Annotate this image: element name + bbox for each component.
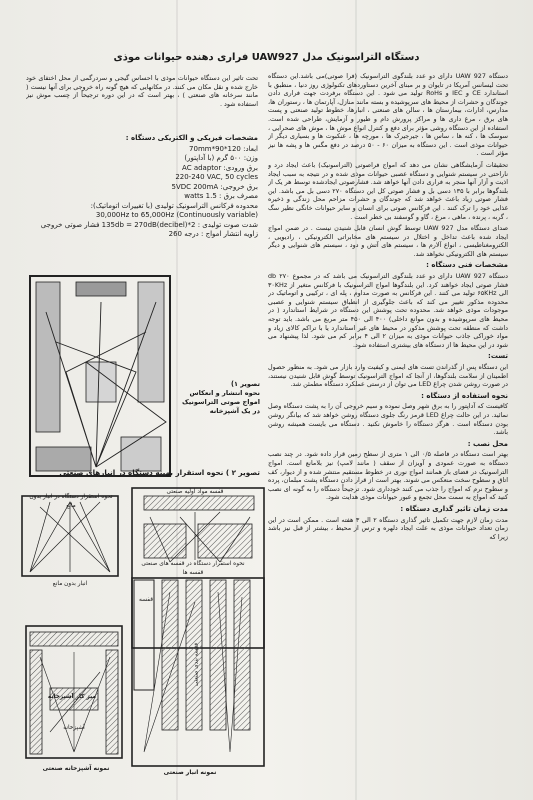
left-intro-text — [26, 74, 258, 134]
paragraph: کافیست که آداپتور را به برق شهر وصل نموده و سیم خروجی آن را به پشت دستگاه وصل نمائید. در این حالت چراغ LED قرمز رنگ جلوی دستگاه روشن خواهد شد که بیانگر روشن بودن دستگاه است . هرگز دستگاه را خاموش نکنید . دستگاه می بایست همیشه روشن باشد. — [268, 402, 508, 437]
specs-block — [26, 132, 258, 272]
kitchen-diagram — [26, 272, 176, 482]
label-kitchen: آشپزخانه — [63, 725, 85, 731]
spec-line: 30,000Hz to 65,000Hz (Continuously variable) — [95, 211, 258, 220]
label-install-shelves: نحوه استقرار دستگاه در قفسه های صنعتی قفسه ها — [141, 561, 245, 576]
section-heading: محل نصب : — [467, 439, 508, 448]
paragraph: تحقیقات آزمایشگاهی نشان می دهد که امواج فراصوتی (التراسونیک) باعث ایجاد درد و ناراحتی در سیستم شنوایی و دستگاه عصبی حیوانات موذی شده و در نتیجه به سبب ایجاد اذیت و آزار آنها منجر به فراری دادن آنها خواهد شد. فشارصوتی ایجادشده توسط هر یک از بلندگوها برابر با ۱۳۵ دسی بل و فشار صوتی کل این دستگاه ۲۷۰ دسی بل می باشد. این فشار صوتی زیاد باعث خواهد شد که جوندگان و حشرات مزاحم محل زندگی و ذخیره غذایی خود را ترک کنند . این فرکانس صوتی برای انسان و سایر حیوانات خانگی نظیر سگ ، گربه ، پرنده ، ماهی ، مرغ ، گاو و گوسفند بی خطر است . — [268, 160, 508, 221]
spec-line: زاویه انتشار امواج : درجه 260 — [168, 230, 258, 239]
right-text-column — [268, 72, 508, 794]
label-warehouse-no-obstacle: انبار بدون مانع — [52, 581, 88, 587]
label-industrial-shelf: قفسه بندی صنعتی — [193, 642, 200, 687]
spec-line: برق ورودی: AC adaptor — [182, 163, 258, 172]
spec-line: وزن: ۵۰۰ گرم (با آداپتور) — [184, 154, 258, 163]
label-raw-shelf: قفسه مواد اولیه صنعتی — [166, 489, 224, 495]
paragraph: بهتر است دستگاه در فاصله ۰/۵ الی ۱ متری از سطح زمین قرار داده شود. در چند نصب دستگاه به صورت عمودی و آویزان از سقف ( مانند لامپ) نیز بلامانع است. امواج التراسونیک در فضای باز همانند امواج نوری در خطوط مستقیم منتشر شده و از دیوار، کف اتاق و سطوح سخت منعکس می شوند. بهتر است از قرار دادن دستگاه پشت مبلمان، پرده و سطوح نرم که امواج را جذب می کنند خودداری شود. ترجیحاً دستگاه را به گونه ای نصب کنید که امواج به سمت محل تجمع و عبور حیوانات موذی هدایت شود. — [268, 450, 508, 502]
paragraph: این دستگاه پس از گذراندن تست های ایمنی و کیفیت وارد بازار می شود. به منظور حصول اطمینان از سلامت بلندگوها، از آنجا که امواج التراسونیک توسط گوش قابل شنیدن نیستند، در صورت روشن شدن چراغ LED می توان از درستی عملکرد دستگاه مطمئن شد. — [268, 363, 508, 389]
figure1-caption: تصویر ۱) نحوه انتشار و انعکاس امواج صوتی التراسونیک در یک آشپزخانه — [181, 380, 260, 415]
spec-line: مصرف برق : 1.5 watts — [184, 192, 258, 201]
spec-line: محدوده فرکانس التراسونیک تولیدی (با تغییرات اتوماتیک): — [90, 201, 258, 210]
spec-line: 220-240 VAC, 50 cycles — [175, 173, 258, 182]
figure2-caption: تصویر ۲ ) نحوه استقرار بهینه دستگاه در انبارهای صنعتی — [59, 468, 260, 477]
paragraph: تحت تاثیر این دستگاه حیوانات موذی با احساس گیجی و سردرگمی از محل اختفای خود خارج شده و نقل مکان می کنند. در مکانهایی که هیچ گونه راه خروجی برای آنها نیست ( مانند سرخانه های صنعتی ) ، بهتر است که در این دوره ترجیحاً از چسب موش نیز استفاده شود . — [26, 74, 258, 108]
label-industrial-kitchen: نمونه آشپزخانه صنعتی — [42, 765, 110, 772]
paragraph: دستگاه UAW 927 دارای دو عدد بلندگوی التراسونیک می باشد که در مجموع ۲۷۰ db فشار صوتی ایجاد خواهند کرد. این بلندگوها امواج التراسونیک با فرکانس متغیر از ۳۰KHz الی ۶۵KHz تولید می کنند . این فرکانس به صورت مداوم ، پله ای ، ترکیبی و اتوماتیک در محدوده مذکور تغییر می کند که باعث جلوگیری از انطباق سیستم شنوایی و عصبی موجودات موذی خواهد شد. محدوده تحت پوشش این دستگاه در شرایط استاندارد ( در محیط های سرپوشیده و بدون موانع داخلی) ۴۰۰ الی ۴۵۰ متر مربع می باشد. باید توجه داشت که منطقه تحت پوشش مذکور در محیط های غیر استاندارد یا با تراکم کالای زیاد و مواد خوراکی جاذب حیوانات موذی به میزان ۲ الی ۴ برابر کم می شود. لذا پیشنهاد می شود در این محیط ها از دستگاه های بیشتری استفاده شود. — [268, 272, 508, 349]
spec-line: ابعاد: 120*90*70mm — [189, 144, 258, 153]
label-install-warehouse: نحوه استقرار دستگاه در انبار بدون مانع — [29, 494, 113, 509]
label-industrial-warehouse: نمونه انبار صنعتی — [163, 769, 217, 776]
spec-line: برق خروجی: 5VDC 200mA — [171, 182, 258, 191]
section-heading: تست: — [488, 352, 508, 361]
document-title: دستگاه التراسونیک مدل UAW927 فراری دهنده حیوانات موذی — [113, 52, 420, 63]
paragraph: صدای دستگاه مدل UAW 927 توسط گوش انسان قابل شنیدن نیست . در ضمن امواج ایجاد شده باعث تداخل و اختلال در سیستم های مخابراتی الکترونیکی ، رادیویی ، الکترومغناطیسی ، انواع آلارم ها ، سیستم های آتش و دود ، سیستم های شنوایی و دیگر سیستم های الکترونیکی نخواهد شد. — [268, 224, 508, 258]
label-kitchen-table: میز کار آشپزخانه — [47, 694, 97, 700]
spec-line: شدت صوت تولیدی : 2*135db = 270dB(decibel) فشار صوتی خروجی — [40, 220, 258, 229]
section-heading: مشخصات فنی دستگاه : — [426, 261, 508, 270]
section-heading: نحوه استفاده از دستگاه : — [421, 391, 508, 400]
section-heading: مدت زمان تاثیر گذاری دستگاه : — [400, 504, 508, 513]
warehouse-diagrams — [20, 482, 268, 794]
paragraph: مدت زمان لازم جهت تکمیل تاثیر گذاری دستگاه ۲ الی ۳ هفته است . ممکن است در این زمان تعداد حیوانات موذی به علت ایجاد دلهره و ترس از محیط ، بیشتر از قبل نیز باشد زیرا که — [268, 515, 508, 541]
paragraph: دستگاه UAW 927 دارای دو عدد بلندگوی التراسونیک (فرا صوتی)می باشد.این دستگاه تحت لیسانس آمریکا در تایوان و بر مبنای آخرین دستاوردهای تکنولوژی روز دنیا ، منطبق با استاندارد CE و IEC و RoHs تولید می شود . این دستگاه برفردت جهت فراری دادن جوندگان و حشرات از محیط های سرپوشیده و بسته مانند منازل، آپارتمان ها ، رستوران ها، مدارس، ادارات، بیمارستان ها ، سالن های صنعتی ، انبارها، خطوط تولید صنعتی و پست های برق ، مرغ داری ها و مراکز پرورش دام و طیور و آزمایش، طراحی شده است. استفاده از این دستگاه روشی مؤثر برای دفع و کنترل انواع موش ها ، موش های صحرایی ، سوسک ها ، کنه ها ، ساس ها ، جیرجیرک ها ، مورچه ها ، عنکبوت ها و بسیاری دیگر از حیوانات موذی است . این دستگاه به میزان ۶۰ - ۵۰ درصد در دفع مگس ها و پشه ها نیز مؤثر است . — [268, 72, 508, 158]
label-shelf: قفسه — [139, 597, 153, 603]
specs-list — [26, 145, 258, 240]
specs-heading: مشخصات فیزیکی و الکتریکی دستگاه : — [125, 134, 258, 142]
